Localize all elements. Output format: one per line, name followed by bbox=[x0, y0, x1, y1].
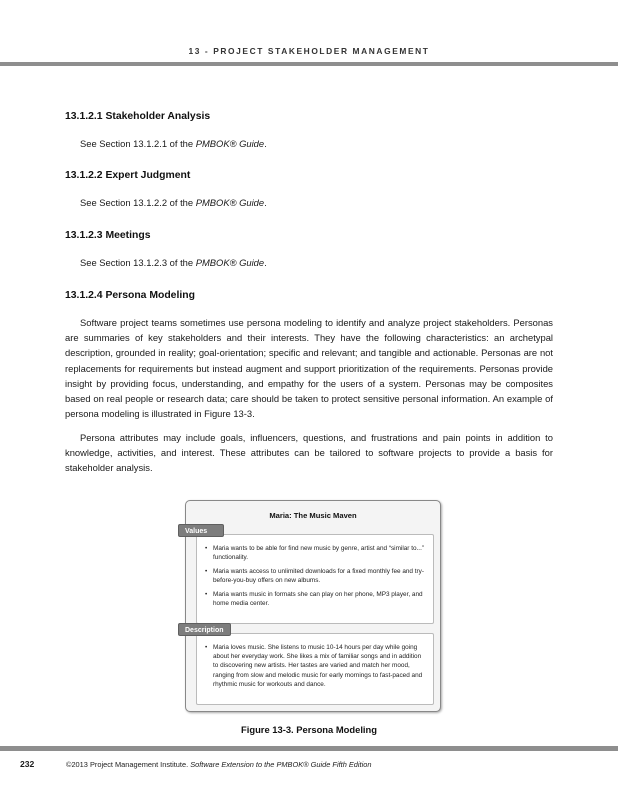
footer-copyright bbox=[66, 760, 371, 769]
paragraph-persona-attributes: Persona attributes may include goals, influencers, questions, and frustrations and pain points in addition to knowledge, activities, and interest. These attributes can be tailored to software projects to provide a basis for stakeholder analysis. bbox=[65, 432, 553, 474]
see-suffix: . bbox=[264, 138, 267, 149]
running-head: 13 - PROJECT STAKEHOLDER MANAGEMENT bbox=[188, 46, 430, 56]
paragraph-persona-intro: Software project teams sometimes use persona modeling to identify and analyze project stakeholders. Personas are summaries of key stakeholders and their interests. They have the following characteristics: an archetypal description, grounded in reality; goal-orientation; specific and relevant; and tangible and actionable. Personas are not replacements for requirements but instead augment and support prioritization of the requirements. Personas provide insight by providing focus, understanding, and empathy for the users of a system. Personas may be composites based on real people or research data; care should be taken to protect sensitive personal information. An example of persona modeling is illustrated in Figure 13-3. bbox=[65, 317, 553, 420]
description-tab: Description bbox=[178, 623, 231, 636]
book-title: Software Extension to the PMBOK® Guide Fifth Edition bbox=[190, 760, 372, 769]
heading-meetings: 13.1.2.3 Meetings bbox=[65, 230, 151, 241]
copyright-prefix: ©2013 Project Management Institute. bbox=[66, 760, 191, 769]
pmbok-guide-ref: PMBOK® Guide bbox=[195, 138, 265, 149]
see-suffix: . bbox=[264, 197, 267, 208]
values-tab: Values bbox=[178, 524, 224, 537]
values-bullet-1: • Maria wants to be able for find new music by genre, artist and “similar to...” functionality. bbox=[205, 544, 425, 562]
figure-persona-title: Maria: The Music Maven bbox=[269, 511, 357, 520]
heading-stakeholder-analysis: 13.1.2.1 Stakeholder Analysis bbox=[65, 111, 211, 122]
see-suffix: . bbox=[264, 257, 267, 268]
see-reference-2 bbox=[80, 197, 267, 208]
values-bullet-3: • Maria wants music in formats she can play on her phone, MP3 player, and home media center. bbox=[205, 590, 425, 608]
see-reference-3 bbox=[80, 257, 267, 268]
pmbok-guide-ref: PMBOK® Guide bbox=[195, 257, 265, 268]
pmbok-guide-ref: PMBOK® Guide bbox=[195, 197, 265, 208]
description-bullet: • Maria loves music. She listens to music 10-14 hours per day while going about her everyday work. She likes a mix of familiar songs and in addition to discovering new artists. Her tastes are varied and match her mood, ranging from slow and melodic music for early mornings to fast-paced and rhythmic music for workouts and dance. bbox=[205, 643, 425, 689]
see-prefix: See Section 13.1.2.3 of the bbox=[80, 257, 196, 268]
heading-expert-judgment: 13.1.2.2 Expert Judgment bbox=[65, 170, 191, 181]
heading-persona-modeling: 13.1.2.4 Persona Modeling bbox=[65, 290, 195, 301]
see-prefix: See Section 13.1.2.1 of the bbox=[80, 138, 196, 149]
values-bullet-2: • Maria wants access to unlimited downloads for a fixed monthly fee and try-before-you-buy offers on new albums. bbox=[205, 567, 425, 585]
figure-caption: Figure 13-3. Persona Modeling bbox=[241, 724, 377, 735]
footer-rule bbox=[0, 746, 618, 751]
header-rule bbox=[0, 62, 618, 66]
see-reference-1 bbox=[80, 138, 267, 149]
see-prefix: See Section 13.1.2.2 of the bbox=[80, 197, 196, 208]
page-number: 232 bbox=[20, 759, 35, 769]
